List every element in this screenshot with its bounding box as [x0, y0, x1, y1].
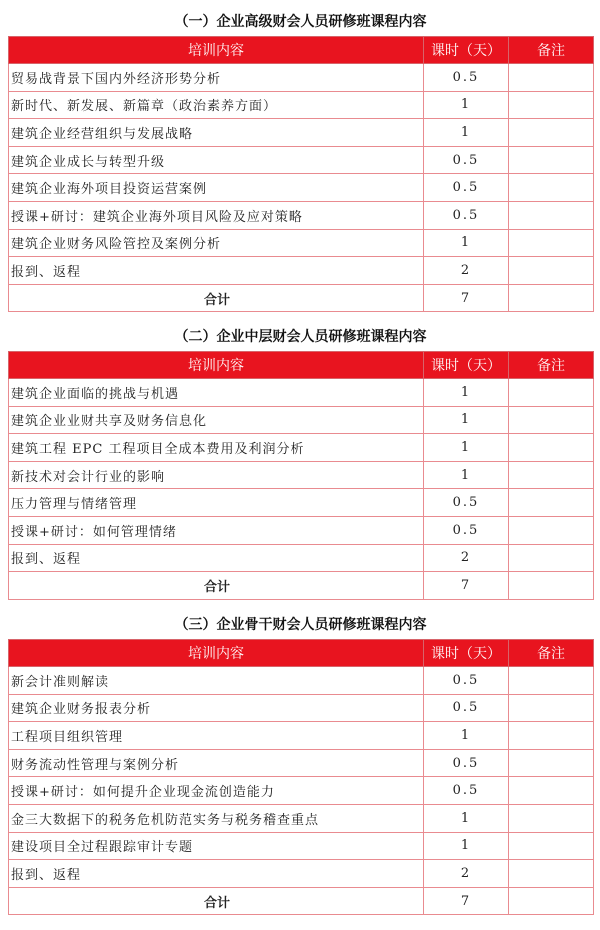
table-row [9, 667, 594, 695]
total-days: 7 [424, 887, 509, 915]
course-name: 建筑企业海外项目投资运营案例 [9, 174, 424, 202]
header-content: 培训内容 [9, 37, 424, 64]
total-days: 7 [424, 284, 509, 312]
course-name: 工程项目组织管理 [9, 722, 424, 750]
course-days: 0.5 [424, 146, 509, 174]
course-name: 建筑工程 EPC 工程项目全成本费用及利润分析 [9, 434, 424, 462]
course-name: 建筑企业面临的挑战与机遇 [9, 379, 424, 407]
course-days: 0.5 [424, 749, 509, 777]
course-name: 授课+研讨：如何管理情绪 [9, 516, 424, 544]
course-name: 建设项目全过程跟踪审计专题 [9, 832, 424, 860]
course-note [509, 722, 594, 750]
course-days: 1 [424, 461, 509, 489]
course-note [509, 860, 594, 888]
course-note [509, 489, 594, 517]
section-title: （一）企业高级财会人员研修班课程内容 [174, 14, 427, 30]
course-days: 1 [424, 804, 509, 832]
section-title: （三）企业骨干财会人员研修班课程内容 [174, 617, 427, 633]
course-note [509, 434, 594, 462]
course-days: 0.5 [424, 777, 509, 805]
course-name: 报到、返程 [9, 860, 424, 888]
course-days: 2 [424, 257, 509, 285]
total-note [509, 284, 594, 312]
course-days: 0.5 [424, 64, 509, 92]
course-days: 1 [424, 406, 509, 434]
table-row [9, 516, 594, 544]
course-name: 建筑企业财务风险管控及案例分析 [9, 229, 424, 257]
header-row [9, 37, 594, 64]
course-note [509, 91, 594, 119]
course-name: 建筑企业经营组织与发展战略 [9, 119, 424, 147]
course-note [509, 174, 594, 202]
header-content: 培训内容 [9, 640, 424, 667]
course-note [509, 667, 594, 695]
course-note [509, 119, 594, 147]
course-note [509, 544, 594, 572]
course-table [8, 351, 594, 600]
total-label: 合计 [9, 284, 424, 312]
header-row [9, 640, 594, 667]
course-note [509, 406, 594, 434]
course-note [509, 229, 594, 257]
table-row [9, 832, 594, 860]
table-row [9, 804, 594, 832]
total-note [509, 572, 594, 600]
course-name: 建筑企业业财共享及财务信息化 [9, 406, 424, 434]
header-row [9, 352, 594, 379]
total-note [509, 887, 594, 915]
table-row [9, 257, 594, 285]
course-days: 1 [424, 229, 509, 257]
table-row [9, 229, 594, 257]
course-days: 1 [424, 91, 509, 119]
course-note [509, 777, 594, 805]
table-row [9, 722, 594, 750]
course-name: 新时代、新发展、新篇章（政治素养方面） [9, 91, 424, 119]
course-name: 报到、返程 [9, 544, 424, 572]
course-name: 新会计准则解读 [9, 667, 424, 695]
table-row [9, 461, 594, 489]
total-row [9, 284, 594, 312]
table-row [9, 860, 594, 888]
course-name: 新技术对会计行业的影响 [9, 461, 424, 489]
course-days: 0.5 [424, 489, 509, 517]
course-table [8, 639, 594, 915]
section-title: （二）企业中层财会人员研修班课程内容 [174, 329, 427, 345]
total-label: 合计 [9, 572, 424, 600]
course-table [8, 36, 594, 312]
course-name: 金三大数据下的税务危机防范实务与税务稽查重点 [9, 804, 424, 832]
header-notes: 备注 [509, 640, 594, 667]
header-notes: 备注 [509, 37, 594, 64]
table-row [9, 174, 594, 202]
course-note [509, 804, 594, 832]
course-days: 0.5 [424, 667, 509, 695]
table-row [9, 544, 594, 572]
course-note [509, 694, 594, 722]
course-days: 1 [424, 722, 509, 750]
course-note [509, 64, 594, 92]
course-name: 报到、返程 [9, 257, 424, 285]
table-row [9, 434, 594, 462]
table-row [9, 146, 594, 174]
course-name: 授课+研讨：建筑企业海外项目风险及应对策略 [9, 201, 424, 229]
course-name: 建筑企业财务报表分析 [9, 694, 424, 722]
table-row [9, 406, 594, 434]
course-name: 财务流动性管理与案例分析 [9, 749, 424, 777]
course-name: 授课+研讨：如何提升企业现金流创造能力 [9, 777, 424, 805]
total-row [9, 572, 594, 600]
course-name: 贸易战背景下国内外经济形势分析 [9, 64, 424, 92]
table-row [9, 749, 594, 777]
section-senior [8, 8, 593, 312]
table-row [9, 489, 594, 517]
course-days: 0.5 [424, 516, 509, 544]
table-row [9, 777, 594, 805]
course-days: 2 [424, 860, 509, 888]
table-row [9, 91, 594, 119]
course-days: 0.5 [424, 201, 509, 229]
section-middle [8, 323, 593, 600]
course-note [509, 832, 594, 860]
course-days: 1 [424, 832, 509, 860]
header-content: 培训内容 [9, 352, 424, 379]
total-row [9, 887, 594, 915]
total-label: 合计 [9, 887, 424, 915]
course-note [509, 461, 594, 489]
total-days: 7 [424, 572, 509, 600]
course-days: 1 [424, 434, 509, 462]
table-row [9, 119, 594, 147]
table-row [9, 694, 594, 722]
header-hours: 课时（天） [424, 640, 509, 667]
course-name: 建筑企业成长与转型升级 [9, 146, 424, 174]
course-days: 2 [424, 544, 509, 572]
course-note [509, 146, 594, 174]
course-note [509, 516, 594, 544]
header-hours: 课时（天） [424, 352, 509, 379]
course-note [509, 257, 594, 285]
table-row [9, 379, 594, 407]
course-days: 0.5 [424, 694, 509, 722]
course-note [509, 749, 594, 777]
header-notes: 备注 [509, 352, 594, 379]
header-hours: 课时（天） [424, 37, 509, 64]
section-core [8, 611, 593, 915]
table-row [9, 64, 594, 92]
course-name: 压力管理与情绪管理 [9, 489, 424, 517]
course-note [509, 379, 594, 407]
course-days: 1 [424, 119, 509, 147]
course-days: 0.5 [424, 174, 509, 202]
table-row [9, 201, 594, 229]
course-days: 1 [424, 379, 509, 407]
course-note [509, 201, 594, 229]
